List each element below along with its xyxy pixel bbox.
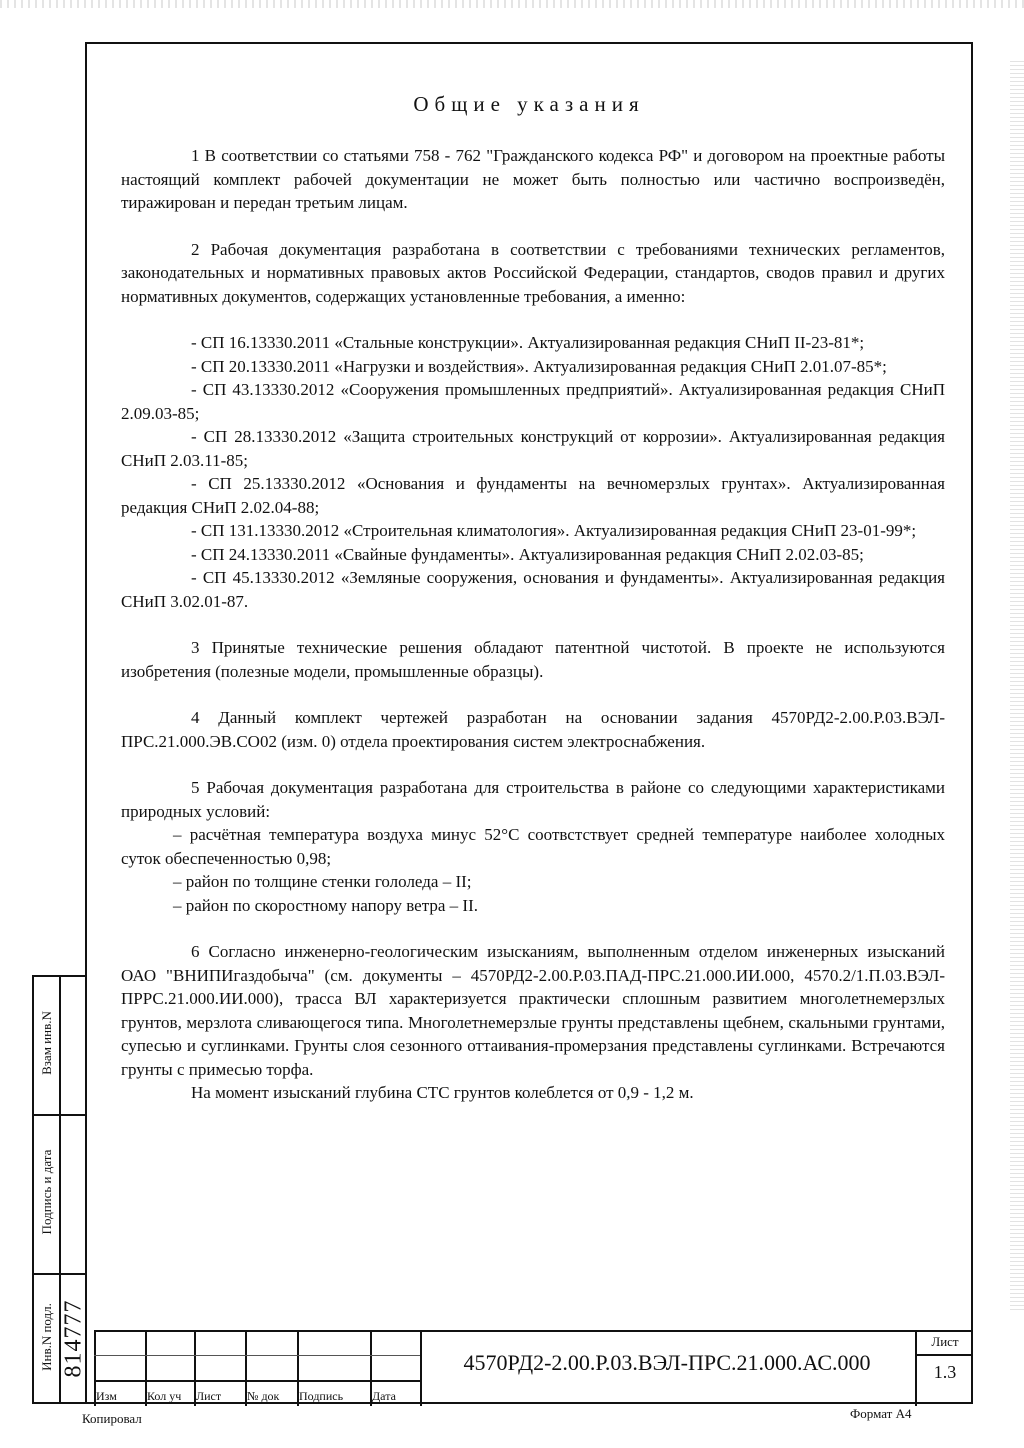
norm-list-item: - СП 131.13330.2012 «Строительная климатология». Актуализированная редакция СНиП 23-01-99*; (191, 521, 917, 540)
document-body (121, 144, 945, 1105)
paragraph-4: 4 Данный комплект чертежей разработан на основании задания 4570РД2-2.00.Р.03.ВЭЛ-ПРС.21.000.ЭВ.СО02 (изм. 0) отдела проектирования систем электроснабжения. (121, 708, 945, 751)
col-kol-uch: Кол уч (147, 1389, 182, 1403)
scan-noise-right (1010, 60, 1024, 1310)
inv-podl-label: Инв.N подл. (39, 1303, 54, 1371)
norm-list-item: - СП 24.13330.2011 «Свайные фундаменты». Актуализированная редакция СНиП 2.02.03-85; (191, 544, 864, 564)
scan-noise-top (0, 0, 1024, 8)
col-izm: Изм (96, 1389, 117, 1403)
norm-list-item: - СП 25.13330.2012 «Основания и фундаменты на вечномерзлых грунтах». Актуализированная редакция СНиП 2.02.04-88; (121, 474, 945, 517)
document-code: 4570РД2-2.00.Р.03.ВЭЛ-ПРС.21.000.АС.000 (463, 1350, 871, 1375)
norm-list-item: - СП 20.13330.2011 «Нагрузки и воздействия». Актуализированная редакция СНиП 2.01.07-85*; (191, 356, 887, 376)
paragraph-5: 5 Рабочая документация разработана для строительства в районе со следующими характеристиками природных условий: (121, 778, 945, 821)
climate-condition-item: – район по толщине стенки гололеда – II; (173, 872, 472, 891)
vzam-inv-label: Взам инв.N (39, 1011, 54, 1075)
sheet-label: Лист (931, 1334, 959, 1349)
podpis-data-label: Подпись и дата (39, 1149, 54, 1235)
norm-list-item: - СП 43.13330.2012 «Сооружения промышленных предприятий». Актуализированная редакция СНиП 2.09.03-85; (121, 380, 945, 423)
title-block (94, 1330, 973, 1404)
format-label: Формат А4 (850, 1406, 912, 1421)
norm-list-item: - СП 28.13330.2012 «Защита строительных конструкций от коррозии». Актуализированная редакция СНиП 2.03.11-85; (121, 427, 945, 470)
col-list: Лист (196, 1389, 222, 1403)
norm-list-item: - СП 16.13330.2011 «Стальные конструкции». Актуализированная редакция СНиП II-23-81*; (191, 333, 865, 352)
paragraph-3: 3 Принятые технические решения обладают патентной чистотой. В проекте не используются изобретения (полезные модели, промышленные образцы). (121, 638, 945, 681)
paragraph-1: 1 В соответствии со статьями 758 - 762 "Гражданского кодекса РФ" и договором на проектные работы настоящий комплект рабочей документации не может быть полностью или частично воспроизведён, тиражирован и передан третьим лицам. (121, 146, 945, 212)
paragraph-6: 6 Согласно инженерно-геологическим изысканиям, выполненным отделом инженерных изысканий ОАО "ВНИПИгаздобыча" (см. документы – 4570РД2-2.00.Р.03.ПАД-ПРС.21.000.ИИ.000, 4570.2/1.П.03.ВЭЛ-ПРРС.21.000.ИИ.000), трасса ВЛ характеризуется практически сплошным развитием многолетнемерзлых грунтов, мерзлота сливающегося типа. Многолетнемерзлые грунты представлены щебнем, скальными грунтами, супесью и суглинками. Грунты слоя сезонного оттаивания-промерзания представлены суглинками. Встречаются грунты с примесью торфа. (121, 942, 945, 1079)
col-podpis: Подпись (299, 1389, 344, 1403)
climate-condition-item: – расчётная температура воздуха минус 52°С соотвстствует средней температуре наиболее холодных суток обеспеченностью 0,98; (121, 825, 945, 868)
sheet-number: 1.3 (933, 1362, 957, 1382)
copied-label: Копировал (82, 1411, 142, 1426)
page-title: Общие указания (413, 92, 645, 116)
col-no-dok: № док (247, 1389, 280, 1403)
paragraph-2: 2 Рабочая документация разработана в соответствии с требованиями технических регламентов, законодательных и нормативных правовых актов Российской Федерации, стандартов, сводов правил и других нормативных документов, содержащих установленные требования, а именно: (121, 239, 945, 306)
side-stamp (32, 975, 85, 1404)
paragraph-6-extra: На момент изысканий глубина СТС грунтов колеблется от 0,9 - 1,2 м. (191, 1083, 694, 1102)
climate-condition-item: – район по скоростному напору ветра – II. (173, 895, 478, 915)
norm-list-item: - СП 45.13330.2012 «Земляные сооружения, основания и фундаменты». Актуализированная редакция СНиП 3.02.01-87. (121, 568, 945, 611)
col-data: Дата (372, 1389, 396, 1403)
inv-podl-value: 814777 (60, 1299, 87, 1378)
